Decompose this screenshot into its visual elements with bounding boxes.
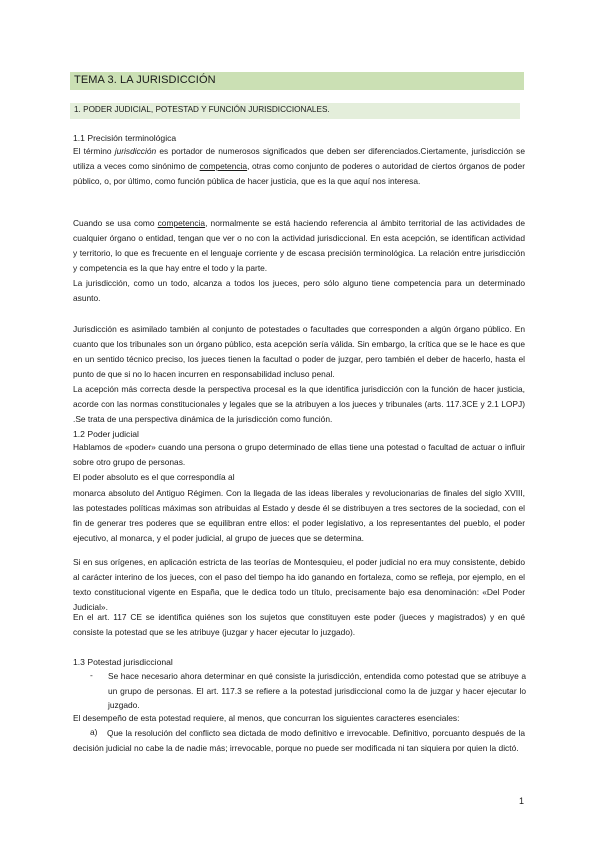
paragraph-3: La jurisdicción, como un todo, alcanza a todos los jueces, pero sólo alguno tiene competencia para un determinado asunto. [73,278,525,304]
subheading-judicial-power: 1.2 Poder judicial [73,429,139,439]
page-number: 1 [519,796,525,806]
page-title: TEMA 3. LA JURISDICCIÓN [74,74,216,86]
paragraph-8: monarca absoluto del Antiguo Régimen. Con la llegada de las ideas liberales y revolucionarias de finales del siglo XVIII, las potestades políticas máximas son atribuidas al Estado y desde él se distribuyen a tres sectores de la sociedad, con el fin de generar tres poderes que se equilibran entre ellos: el poder legislativo, a los representantes del pueblo, el poder ejecutivo, al monarca, y el poder judicial, al grupo de jueces que se determina. [73,488,525,544]
paragraph-5: La acepción más correcta desde la perspectiva procesal es la que identifica jurisdicción con la función de hacer justicia, acorde con las normas constitucionales y legales que se la atribuyen a los jueces y tribunales (arts. 117.3CE y 2.1 LOPJ) .Se trata de una perspectiva dinámica de la jurisdicción como función. [73,384,525,425]
paragraph-12: El desempeño de esta potestad requiere, al menos, que concurran los siguientes caracteres esenciales: [73,713,460,723]
list-marker-a: a) [90,727,98,737]
paragraph-7: El poder absoluto es el que correspondía al [73,472,235,482]
paragraph-4: Jurisdicción es asimilado también al conjunto de potestades o facultades que corresponden a algún órgano público. En cuanto que los tribunales son un órgano público, esta acepción sería válida. Sin embargo, la crítica que se le hace es que en un sentido técnico preciso, los jueces tienen la facultad o poder de juzgar, pero también el deber de hacerlo, hasta el punto de que si no lo hacen incurren en responsabilidad incluso penal. [73,324,525,380]
paragraph-9: Si en sus orígenes, en aplicación estricta de las teorías de Montesquieu, el poder judicial no era muy consistente, debido al carácter interino de los jueces, con el paso del tiempo ha ido ganando en fortaleza, como se refleja, por ejemplo, en el texto constitucional vigente en España, que le dedica todo un título, precisamente bajo esa denominación: «Del Poder Judicial». [73,557,525,613]
paragraph-1: El término jurisdicción es portador de numerosos significados que deben ser diferenciados.Ciertamente, jurisdicción se utiliza a veces como sinónimo de competencia, otras como conjunto de poderes o autoridad de ciertos órganos de poder público, o, por último, como función pública de hacer justicia, que es la que aquí nos interesa. [73,146,525,187]
list-bullet: - [90,670,93,680]
subheading-precision: 1.1 Precisión terminológica [73,133,177,143]
subheading-potestad: 1.3 Potestad jurisdiccional [73,657,173,667]
paragraph-13: Que la resolución del conflicto sea dictada de modo definitivo e irrevocable. Definitivo, porcuanto después de la decisión judicial no cabe la de nadie más; irrevocable, porque no puede ser modificada ni tan siquiera por quien la dictó. [73,728,525,754]
paragraph-6: Hablamos de «poder» cuando una persona o grupo determinado de ellas tiene una potestad o facultad de actuar o influir sobre otro grupo de personas. [73,442,525,468]
paragraph-2: Cuando se usa como competencia, normalmente se está haciendo referencia al ámbito territorial de las actividades de cualquier órgano o entidad, tengan que ver o no con la actividad jurisdiccional. En esta acepción, se identifican actividad y territorio, lo que es frecuente en el lenguaje corriente y de escasa precisión terminológica. La relación entre jurisdicción y competencia es la que hay entre el todo y la parte. [73,218,525,274]
section-heading: 1. PODER JUDICIAL, POTESTAD Y FUNCIÓN JURISDICCIONALES. [74,105,330,114]
paragraph-10: En el art. 117 CE se identifica quiénes son los sujetos que constituyen este poder (jueces y magistrados) y en qué consiste la potestad que se les atribuye (juzgar y hacer ejecutar lo juzgado). [73,612,525,638]
list-item: Se hace necesario ahora determinar en qué consiste la jurisdicción, entendida como potestad que se atribuye a un grupo de personas. El art. 117.3 se refiere a la potestad jurisdiccional como la de juzgar y hacer ejecutar lo juzgado. [108,671,526,710]
